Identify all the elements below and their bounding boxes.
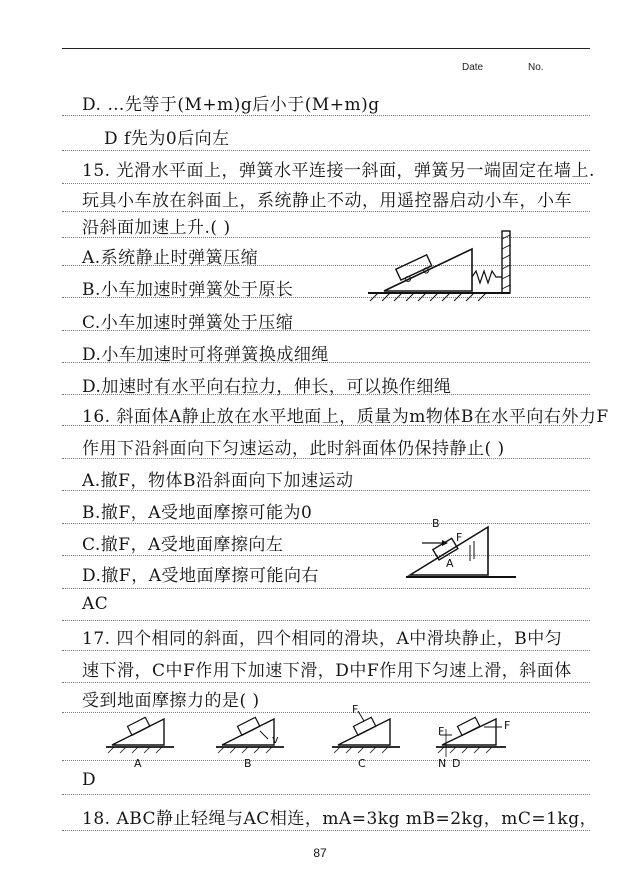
option-a: A.系统静止时弹簧压缩 [82,248,259,268]
option-b: B.撤F，A受地面摩擦可能为0 [82,503,313,523]
option-c: C.撤F，A受地面摩擦向左 [82,535,284,555]
label-b: B [432,517,440,530]
text-line: 速下滑，C中F作用下加速下滑，D中F作用下匀速上滑，斜面体 [82,661,572,681]
ruled-line [62,211,590,212]
text-line: 沿斜面加速上升.( ) [82,218,231,238]
incline-c [332,703,400,770]
ruled-line [62,588,590,589]
label-f: F [352,703,359,716]
label-f-left: F [438,725,445,738]
text-line: 玩具小车放在斜面上，系统静止不动，用遥控器启动小车，小车 [82,191,572,211]
answer-line: AC [82,594,109,614]
answer-line: D f先为0后向左 [104,129,230,149]
ruled-line [62,150,590,151]
ruled-line [62,115,590,116]
question-15: 15. 光滑水平面上，弹簧水平连接一斜面，弹簧另一端固定在墙上. [82,161,595,181]
ruled-line [62,830,590,831]
answer-line: D.加速时有水平向右拉力，伸长，可以换作细绳 [82,377,452,397]
label-b: B [244,757,252,770]
ruled-line [62,650,590,651]
option-c: C.小车加速时弹簧处于压缩 [82,313,294,333]
label-d: D [452,757,461,770]
label-n: N [438,757,447,770]
incline-d [436,717,510,770]
figure-17 [100,705,530,775]
text-line: 作用下沿斜面向下匀速运动，此时斜面体仍保持静止( ) [82,439,505,459]
question-17: 17. 四个相同的斜面，四个相同的滑块，A中滑块静止，B中匀 [82,629,563,649]
ruled-line [62,620,590,621]
text-line: D. …先等于(M+m)g后小于(M+m)g [82,95,380,115]
ruled-line [62,682,590,683]
figure-16 [404,515,524,585]
incline-b [216,717,284,770]
label-a: A [446,557,454,570]
incline-a [106,717,174,770]
figure-15 [360,225,520,305]
option-d: D.撤F，A受地面摩擦可能向右 [82,566,319,586]
label-a: A [134,757,142,770]
page-number: 87 [313,846,327,860]
date-label: Date [462,62,484,73]
label-c: C [358,757,366,770]
ruled-line [62,794,590,795]
label-f-right: F [504,719,511,732]
answer-line: D [82,770,97,790]
header-rule [62,48,590,49]
label-v: v [272,733,279,746]
option-a: A.撤F，物体B沿斜面向下加速运动 [82,471,354,491]
label-f: F [456,531,463,544]
question-18: 18. ABC静止轻绳与AC相连，mA=3kg mB=2kg，mC=1kg， [82,809,598,829]
question-16: 16. 斜面体A静止放在水平地面上，质量为m物体B在水平向右外力F [82,407,609,427]
no-label: No. [528,62,544,73]
ruled-line [62,183,590,184]
option-b: B.小车加速时弹簧处于原长 [82,280,294,300]
option-d: D.小车加速时可将弹簧换成细绳 [82,345,329,365]
text-line: 受到地面摩擦力的是( ) [82,691,260,711]
